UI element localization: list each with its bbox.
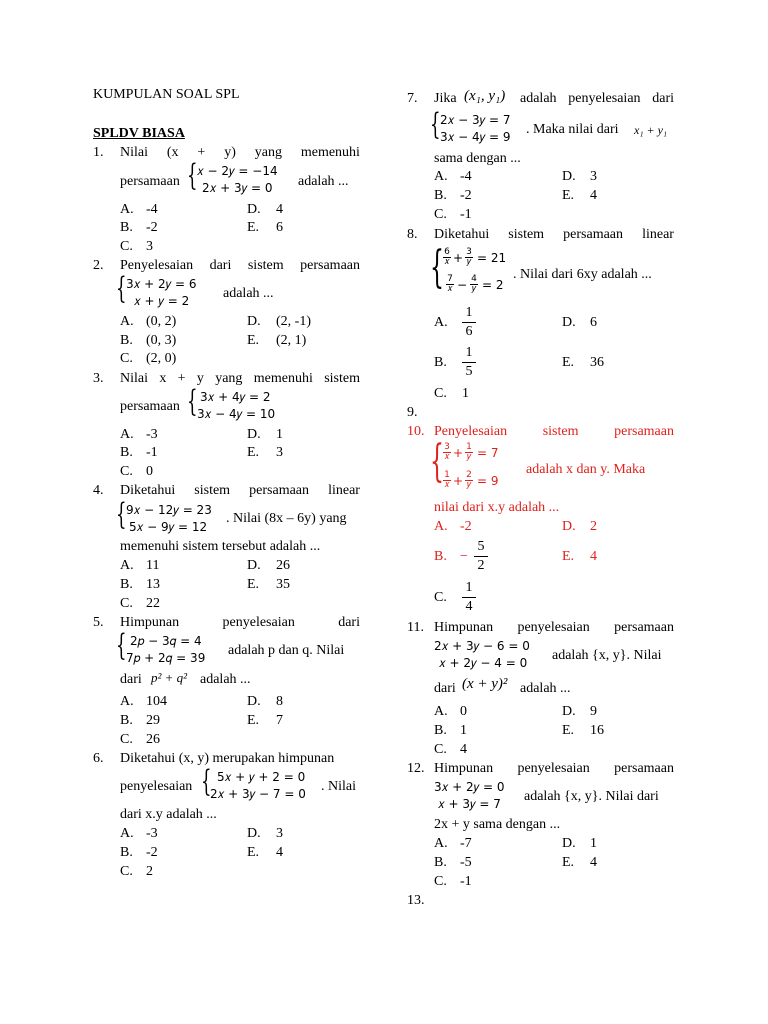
fraction-bar xyxy=(474,556,488,557)
option-value: -2 xyxy=(460,519,472,534)
word: Penyelesaian xyxy=(434,424,508,439)
numerator: 2 xyxy=(466,470,472,480)
question-number: 8. xyxy=(407,227,418,242)
option-label: C. xyxy=(434,874,447,889)
fraction xyxy=(470,275,478,294)
option-label: D. xyxy=(247,826,261,841)
denominator: 5 xyxy=(465,364,473,379)
equation-rhs: = 9 xyxy=(477,474,499,488)
option-label: A. xyxy=(434,836,448,851)
word: Penyelesaian xyxy=(120,258,194,273)
fraction xyxy=(462,345,476,380)
numerator: 1 xyxy=(466,442,472,452)
equation: 2𝑥 + 3𝑦 − 6 = 0 xyxy=(434,639,530,653)
plus-sign: + xyxy=(453,251,464,265)
numerator: 6 xyxy=(444,247,450,257)
option-value: 35 xyxy=(276,577,290,592)
question-number: 4. xyxy=(93,483,104,498)
option-label: C. xyxy=(434,742,447,757)
question-number: 12. xyxy=(407,761,425,776)
question-text: . Nilai (8x – 6y) yang xyxy=(226,511,347,526)
option-label: B. xyxy=(434,355,447,370)
system-brace: { xyxy=(430,436,444,487)
option-value: -2 xyxy=(146,220,158,235)
option-label: E. xyxy=(247,713,260,728)
option-value: -7 xyxy=(460,836,472,851)
option-label: B. xyxy=(120,845,133,860)
equation: 2𝑥 − 3𝑦 = 7 xyxy=(440,113,511,127)
option-label: A. xyxy=(434,704,448,719)
option-value: 2 xyxy=(590,519,597,534)
option-label: D. xyxy=(562,315,576,330)
question-13-number: 13. xyxy=(407,893,425,908)
question-number: 5. xyxy=(93,615,104,630)
option-label: D. xyxy=(247,202,261,217)
question-text: adalah ... xyxy=(200,672,251,687)
option-label: C. xyxy=(120,596,133,611)
denominator: 𝑦 xyxy=(466,452,472,462)
denominator: 𝑥 xyxy=(444,452,450,462)
numerator: 7 xyxy=(447,274,453,284)
denominator: 𝑦 xyxy=(466,480,472,490)
math-expression: p² + q² xyxy=(151,670,188,685)
option-label: D. xyxy=(247,314,261,329)
question-text xyxy=(434,424,674,440)
option-value: 3 xyxy=(590,169,597,184)
option-label: A. xyxy=(434,315,448,330)
word: sistem xyxy=(508,227,545,242)
word: Nilai xyxy=(120,145,148,160)
option-value: 0 xyxy=(146,464,153,479)
option-value: 0 xyxy=(460,704,467,719)
minus-sign: − xyxy=(457,278,468,292)
system-brace: { xyxy=(201,764,212,799)
option-label: C. xyxy=(120,732,133,747)
option-label: C. xyxy=(434,207,447,222)
question-text: . Maka nilai dari xyxy=(526,122,619,137)
word: linear xyxy=(642,227,674,242)
option-label: E. xyxy=(562,549,575,564)
option-value: 22 xyxy=(146,596,160,611)
option-value: 26 xyxy=(146,732,160,747)
option-label: E. xyxy=(562,188,575,203)
equation: 3𝑥 − 4𝑦 = 9 xyxy=(440,130,511,144)
option-label: C. xyxy=(434,590,447,605)
plus-sign: + xyxy=(453,474,464,488)
section-heading: SPLDV BIASA xyxy=(93,126,185,141)
word: linear xyxy=(328,483,360,498)
question-text xyxy=(120,615,360,631)
word: dari xyxy=(338,615,360,630)
word: dari xyxy=(652,91,674,106)
fraction xyxy=(465,443,473,462)
option-value: 11 xyxy=(146,558,160,573)
question-text xyxy=(120,145,360,161)
fraction-bar xyxy=(462,362,476,363)
word: persamaan xyxy=(614,424,674,439)
denominator: 2 xyxy=(477,558,485,573)
fraction xyxy=(462,580,476,615)
question-text: penyelesaian xyxy=(120,779,193,794)
option-value: -3 xyxy=(146,826,158,841)
numerator: 5 xyxy=(477,539,485,554)
option-value: 7 xyxy=(276,713,283,728)
system-brace: { xyxy=(187,384,198,419)
system-brace: { xyxy=(430,107,441,142)
word: Nilai xyxy=(120,371,148,386)
question-text xyxy=(120,258,360,274)
option-label: C. xyxy=(120,464,133,479)
numerator: 1 xyxy=(444,470,450,480)
option-label: E. xyxy=(247,333,260,348)
option-label: E. xyxy=(247,577,260,592)
equation: 2𝑥 + 3𝑦 = 0 xyxy=(202,181,273,195)
option-value: -2 xyxy=(460,188,472,203)
word: yang xyxy=(254,145,282,160)
option-value: (2, -1) xyxy=(276,314,311,329)
option-label: B. xyxy=(120,445,133,460)
option-label: E. xyxy=(562,855,575,870)
option-value: (0, 2) xyxy=(146,314,177,329)
numerator: 3 xyxy=(466,247,472,257)
option-value: -2 xyxy=(146,845,158,860)
question-text: nilai dari x.y adalah ... xyxy=(434,500,560,515)
fraction xyxy=(443,471,451,490)
option-label: B. xyxy=(120,333,133,348)
option-label: B. xyxy=(120,577,133,592)
equation: 3𝑥 − 4𝑦 = 10 xyxy=(197,407,276,421)
option-value: 16 xyxy=(590,723,604,738)
equation: 5𝑥 + 𝑦 + 2 = 0 xyxy=(217,770,306,784)
equation: 3𝑥 + 2𝑦 = 0 xyxy=(434,780,505,794)
word: x xyxy=(159,371,167,386)
denominator: 𝑥 xyxy=(444,480,450,490)
option-label: C. xyxy=(434,386,447,401)
option-label: C. xyxy=(120,864,133,879)
option-label: A. xyxy=(120,558,134,573)
option-value: -1 xyxy=(146,445,158,460)
option-value: 1 xyxy=(590,836,597,851)
fraction xyxy=(446,275,454,294)
minus-sign: − xyxy=(460,549,468,564)
question-text: persamaan xyxy=(120,174,180,189)
fraction-bar xyxy=(462,322,476,323)
question-text: Jika xyxy=(434,91,457,106)
question-text: adalah {x, y}. Nilai xyxy=(552,648,662,663)
question-text: adalah ... xyxy=(520,681,571,696)
option-value: 4 xyxy=(590,188,597,203)
option-label: A. xyxy=(434,519,448,534)
equation: 𝑥 − 2𝑦 = −14 xyxy=(197,164,278,178)
question-text: dari xyxy=(120,672,142,687)
option-value: 9 xyxy=(590,704,597,719)
option-value: -5 xyxy=(460,855,472,870)
option-label: E. xyxy=(247,220,260,235)
word: persamaan xyxy=(249,483,310,498)
math-expression: (x + y)² xyxy=(462,676,508,692)
option-value: 4 xyxy=(276,845,283,860)
system-brace: { xyxy=(116,271,127,306)
numerator: 1 xyxy=(465,305,473,320)
option-value: (2, 1) xyxy=(276,333,307,348)
option-value: 8 xyxy=(276,694,283,709)
system-brace: { xyxy=(187,158,198,193)
question-number: 6. xyxy=(93,751,104,766)
word: persamaan xyxy=(300,258,360,273)
option-label: B. xyxy=(434,855,447,870)
option-label: A. xyxy=(120,826,134,841)
question-text xyxy=(434,227,674,243)
numerator: 3 xyxy=(444,442,450,452)
page-title: KUMPULAN SOAL SPL xyxy=(93,87,240,102)
option-label: C. xyxy=(120,239,133,254)
word: persamaan xyxy=(563,227,624,242)
word: sistem xyxy=(194,483,231,498)
word: persamaan xyxy=(614,761,674,776)
fraction xyxy=(462,305,476,340)
option-label: D. xyxy=(562,704,576,719)
word: Himpunan xyxy=(434,620,494,635)
option-value: 2 xyxy=(146,864,153,879)
equation: 7𝑝 + 2𝑞 = 39 xyxy=(126,651,206,665)
option-label: D. xyxy=(562,836,576,851)
option-label: D. xyxy=(247,427,261,442)
word: penyelesaian xyxy=(568,91,641,106)
word: sistem xyxy=(247,258,284,273)
equation-rhs: = 2 xyxy=(482,278,504,292)
equation: 9𝑥 − 12𝑦 = 23 xyxy=(126,503,212,517)
question-text: memenuhi sistem tersebut adalah ... xyxy=(120,539,321,554)
numerator: 1 xyxy=(465,345,473,360)
question-number: 3. xyxy=(93,371,104,386)
question-text: adalah p dan q. Nilai xyxy=(228,643,345,658)
question-text: . Nilai dari 6xy adalah ... xyxy=(513,267,652,282)
question-number: 2. xyxy=(93,258,104,273)
word: Diketahui xyxy=(120,483,176,498)
option-label: D. xyxy=(562,519,576,534)
numerator: 1 xyxy=(465,580,473,595)
option-value: 4 xyxy=(590,855,597,870)
option-value: 104 xyxy=(146,694,167,709)
option-label: A. xyxy=(120,427,134,442)
word: penyelesaian xyxy=(517,761,590,776)
option-label: A. xyxy=(120,314,134,329)
option-value: -1 xyxy=(460,207,472,222)
question-text: adalah ... xyxy=(223,286,274,301)
denominator: 𝑦 xyxy=(471,284,477,294)
question-text xyxy=(120,371,360,387)
fraction-bar xyxy=(462,597,476,598)
denominator: 𝑦 xyxy=(466,257,472,267)
question-number: 10. xyxy=(407,424,425,439)
option-label: B. xyxy=(434,723,447,738)
option-label: E. xyxy=(247,845,260,860)
option-label: D. xyxy=(562,169,576,184)
option-value: 4 xyxy=(590,549,597,564)
option-value: 13 xyxy=(146,577,160,592)
equation: 3𝑥 + 4𝑦 = 2 xyxy=(200,390,271,404)
question-text xyxy=(120,483,360,499)
math-expression: (x₁, y₁) xyxy=(464,88,506,104)
word: memenuhi xyxy=(300,145,360,160)
math-expression: x₁ + y₁ xyxy=(634,123,668,137)
option-value: 3 xyxy=(276,826,283,841)
system-brace: { xyxy=(116,628,127,663)
question-text xyxy=(434,620,674,636)
option-value: 3 xyxy=(276,445,283,460)
option-value: (0, 3) xyxy=(146,333,177,348)
question-number: 11. xyxy=(407,620,424,635)
option-label: B. xyxy=(120,713,133,728)
equation-rhs: = 7 xyxy=(477,446,499,460)
word: yang xyxy=(215,371,243,386)
question-text: . Nilai xyxy=(321,779,356,794)
system-brace: { xyxy=(430,242,444,293)
option-value: 3 xyxy=(146,239,153,254)
denominator: 6 xyxy=(465,324,473,339)
question-text: adalah x dan y. Maka xyxy=(526,462,646,477)
question-text: adalah ... xyxy=(298,174,349,189)
word: penyelesaian xyxy=(517,620,590,635)
question-text: dari x.y adalah ... xyxy=(120,807,217,822)
word: + xyxy=(177,371,186,386)
option-value: 1 xyxy=(462,386,469,401)
option-value: 6 xyxy=(590,315,597,330)
word: Diketahui xyxy=(434,227,490,242)
word: y) xyxy=(224,145,236,160)
option-value: 29 xyxy=(146,713,160,728)
denominator: 𝑥 xyxy=(447,284,453,294)
equation-rhs: = 21 xyxy=(477,251,507,265)
word: penyelesaian xyxy=(222,615,295,630)
equation: 𝑥 + 3𝑦 = 7 xyxy=(438,797,501,811)
question-text xyxy=(520,91,674,107)
question-text: dari xyxy=(434,681,456,696)
word: Himpunan xyxy=(434,761,494,776)
option-value: 1 xyxy=(460,723,467,738)
option-label: A. xyxy=(120,202,134,217)
question-text: 2x + y sama dengan ... xyxy=(434,817,561,832)
question-9-number: 9. xyxy=(407,405,418,420)
question-text: adalah {x, y}. Nilai dari xyxy=(524,789,659,804)
option-label: D. xyxy=(247,694,261,709)
word: memenuhi xyxy=(253,371,313,386)
option-value: 4 xyxy=(460,742,467,757)
word: + xyxy=(197,145,206,160)
question-text: persamaan xyxy=(120,399,180,414)
option-label: A. xyxy=(434,169,448,184)
option-label: A. xyxy=(120,694,134,709)
option-value: -1 xyxy=(460,874,472,889)
equation: 𝑥 + 𝑦 = 2 xyxy=(134,294,190,308)
option-value: 1 xyxy=(276,427,283,442)
option-value: 26 xyxy=(276,558,290,573)
numerator: 4 xyxy=(471,274,477,284)
word: Himpunan xyxy=(120,615,180,630)
option-label: C. xyxy=(120,351,133,366)
option-label: B. xyxy=(434,188,447,203)
fraction xyxy=(443,443,451,462)
equation: 2𝑝 − 3𝑞 = 4 xyxy=(130,634,202,648)
denominator: 4 xyxy=(465,599,473,614)
option-label: B. xyxy=(120,220,133,235)
option-value: -3 xyxy=(146,427,158,442)
fraction xyxy=(443,248,451,267)
word: sistem xyxy=(542,424,579,439)
question-text: sama dengan ... xyxy=(434,151,521,166)
word: dari xyxy=(209,258,232,273)
option-value: (2, 0) xyxy=(146,351,177,366)
word: y xyxy=(196,371,204,386)
option-label: B. xyxy=(434,549,447,564)
option-label: D. xyxy=(247,558,261,573)
question-number: 1. xyxy=(93,145,104,160)
option-label: E. xyxy=(562,723,575,738)
option-value: 36 xyxy=(590,355,604,370)
denominator: 𝑥 xyxy=(444,257,450,267)
fraction xyxy=(474,539,488,574)
word: persamaan xyxy=(614,620,674,635)
option-value: 6 xyxy=(276,220,283,235)
option-value: -4 xyxy=(460,169,472,184)
question-text xyxy=(434,761,674,777)
equation: 3𝑥 + 2𝑦 = 6 xyxy=(126,277,197,291)
option-value: -4 xyxy=(146,202,158,217)
option-label: E. xyxy=(247,445,260,460)
word: adalah xyxy=(520,91,557,106)
system-brace: { xyxy=(116,497,127,532)
equation: 𝑥 + 2𝑦 − 4 = 0 xyxy=(439,656,528,670)
word: sistem xyxy=(324,371,360,386)
word: (x xyxy=(166,145,179,160)
equation: 2𝑥 + 3𝑦 − 7 = 0 xyxy=(210,787,306,801)
option-label: E. xyxy=(562,355,575,370)
equation: 5𝑥 − 9𝑦 = 12 xyxy=(129,520,208,534)
option-value: 4 xyxy=(276,202,283,217)
fraction xyxy=(465,471,473,490)
question-text: Diketahui (x, y) merupakan himpunan xyxy=(120,751,335,766)
question-number: 7. xyxy=(407,91,418,106)
fraction xyxy=(465,248,473,267)
plus-sign: + xyxy=(453,446,464,460)
